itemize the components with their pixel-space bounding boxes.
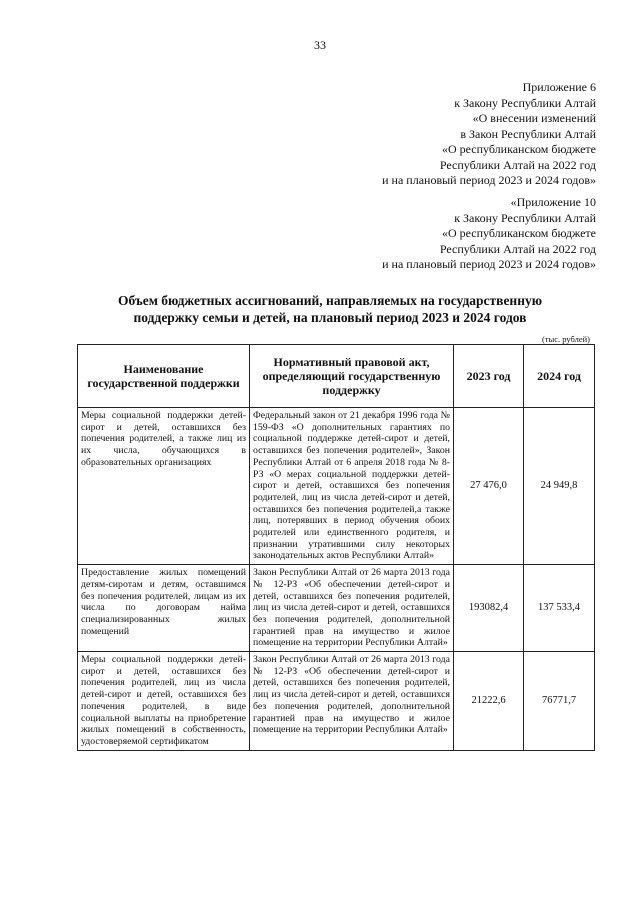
- header-act: Нормативный правовой акт, определяющий государственную поддержку: [250, 345, 454, 408]
- header-name: Наименование государственной поддержки: [78, 345, 250, 408]
- title-line: Объем бюджетных ассигнований, направляемых на государственную: [117, 293, 543, 308]
- appendix-line: «О республиканском бюджете: [441, 226, 596, 240]
- appendix-line: и на плановый период 2023 и 2024 годов»: [382, 257, 596, 271]
- header-2023: 2023 год: [454, 345, 524, 408]
- table-row: [78, 408, 595, 565]
- appendix-line: и на плановый период 2023 и 2024 годов»: [382, 173, 596, 187]
- document-title: [60, 292, 600, 326]
- table-header-row: [78, 345, 595, 408]
- budget-table: [77, 344, 595, 751]
- table-row: [78, 565, 595, 652]
- header-2024: 2024 год: [524, 345, 595, 408]
- legal-act-cell: Закон Республики Алтай от 26 марта 2013 года № 12-РЗ «Об обеспечении детей-сирот и детей, оставшихся без попечения родителей, лиц из числа детей-сирот и детей, оставшихся без попечения родителей, дополнительной гарантией прав на имущество и жилое помещение на территории Республики Алтай»: [250, 565, 454, 652]
- appendix-line: Республики Алтай на 2022 год: [439, 157, 596, 172]
- appendix-6-header: [382, 80, 596, 189]
- appendix-line: Приложение 6: [522, 80, 596, 94]
- appendix-line: «О республиканском бюджете: [441, 142, 596, 156]
- amount-2023-cell: 193082,4: [454, 565, 524, 652]
- appendix-line: «О внесении изменений: [472, 111, 596, 125]
- legal-act-cell: Федеральный закон от 21 декабря 1996 года № 159-ФЗ «О дополнительных гарантиях по социальной поддержке детей-сирот и детей, оставшихся без попечения родителей», Закон Республики Алтай от 6 апреля 2018 года № 8-РЗ «О мерах социальной поддержки детей-сирот и детей, оставшихся без попечения родителей, лиц из числа детей-сирот и детей, оставшихся без попечения родителей,а также лиц, потерявших в период обучения обоих родителей или единственного родителя, и признании утратившими силу некоторых законодательных актов Республики Алтай»: [250, 408, 454, 565]
- appendix-line: в Закон Республики Алтай: [460, 126, 596, 141]
- appendix-line: Республики Алтай на 2022 год: [439, 241, 596, 256]
- appendix-line: к Закону Республики Алтай: [454, 210, 596, 225]
- units-note: (тыс. рублей): [541, 334, 590, 344]
- amount-2023-cell: 27 476,0: [454, 408, 524, 565]
- appendix-line: к Закону Республики Алтай: [454, 95, 596, 110]
- title-line: поддержку семьи и детей, на плановый период 2023 и 2024 годов: [133, 310, 527, 325]
- support-name-cell: Предоставление жилых помещений детям-сиротам и детям, оставшимся без попечения родителей, лицам из их числа по договорам найма специализированных жилых помещений: [78, 565, 250, 652]
- amount-2024-cell: 76771,7: [524, 652, 595, 751]
- support-name-cell: Меры социальной поддержки детей-сирот и детей, оставшихся без попечения родителей, лиц из числа детей-сирот и детей, оставшихся без попечения родителей, в виде социальной выплаты на приобретение жилых помещений в собственность, удостоверяемой сертификатом: [78, 652, 250, 751]
- page-number: 33: [314, 38, 326, 52]
- appendix-line: «Приложение 10: [510, 195, 596, 209]
- appendix-10-header: [382, 195, 596, 273]
- support-name-cell: Меры социальной поддержки детей-сирот и детей, оставшихся без попечения родителей, а также лиц из их числа, обучающихся в образовательных организациях: [78, 408, 250, 565]
- amount-2024-cell: 137 533,4: [524, 565, 595, 652]
- amount-2023-cell: 21222,6: [454, 652, 524, 751]
- legal-act-cell: Закон Республики Алтай от 26 марта 2013 года № 12-РЗ «Об обеспечении детей-сирот и детей, оставшихся без попечения родителей, лиц из числа детей-сирот и детей, оставшихся без попечения родителей, дополнительной гарантией прав на имущество и жилое помещение на территории Республики Алтай»: [250, 652, 454, 751]
- table-row: [78, 652, 595, 751]
- amount-2024-cell: 24 949,8: [524, 408, 595, 565]
